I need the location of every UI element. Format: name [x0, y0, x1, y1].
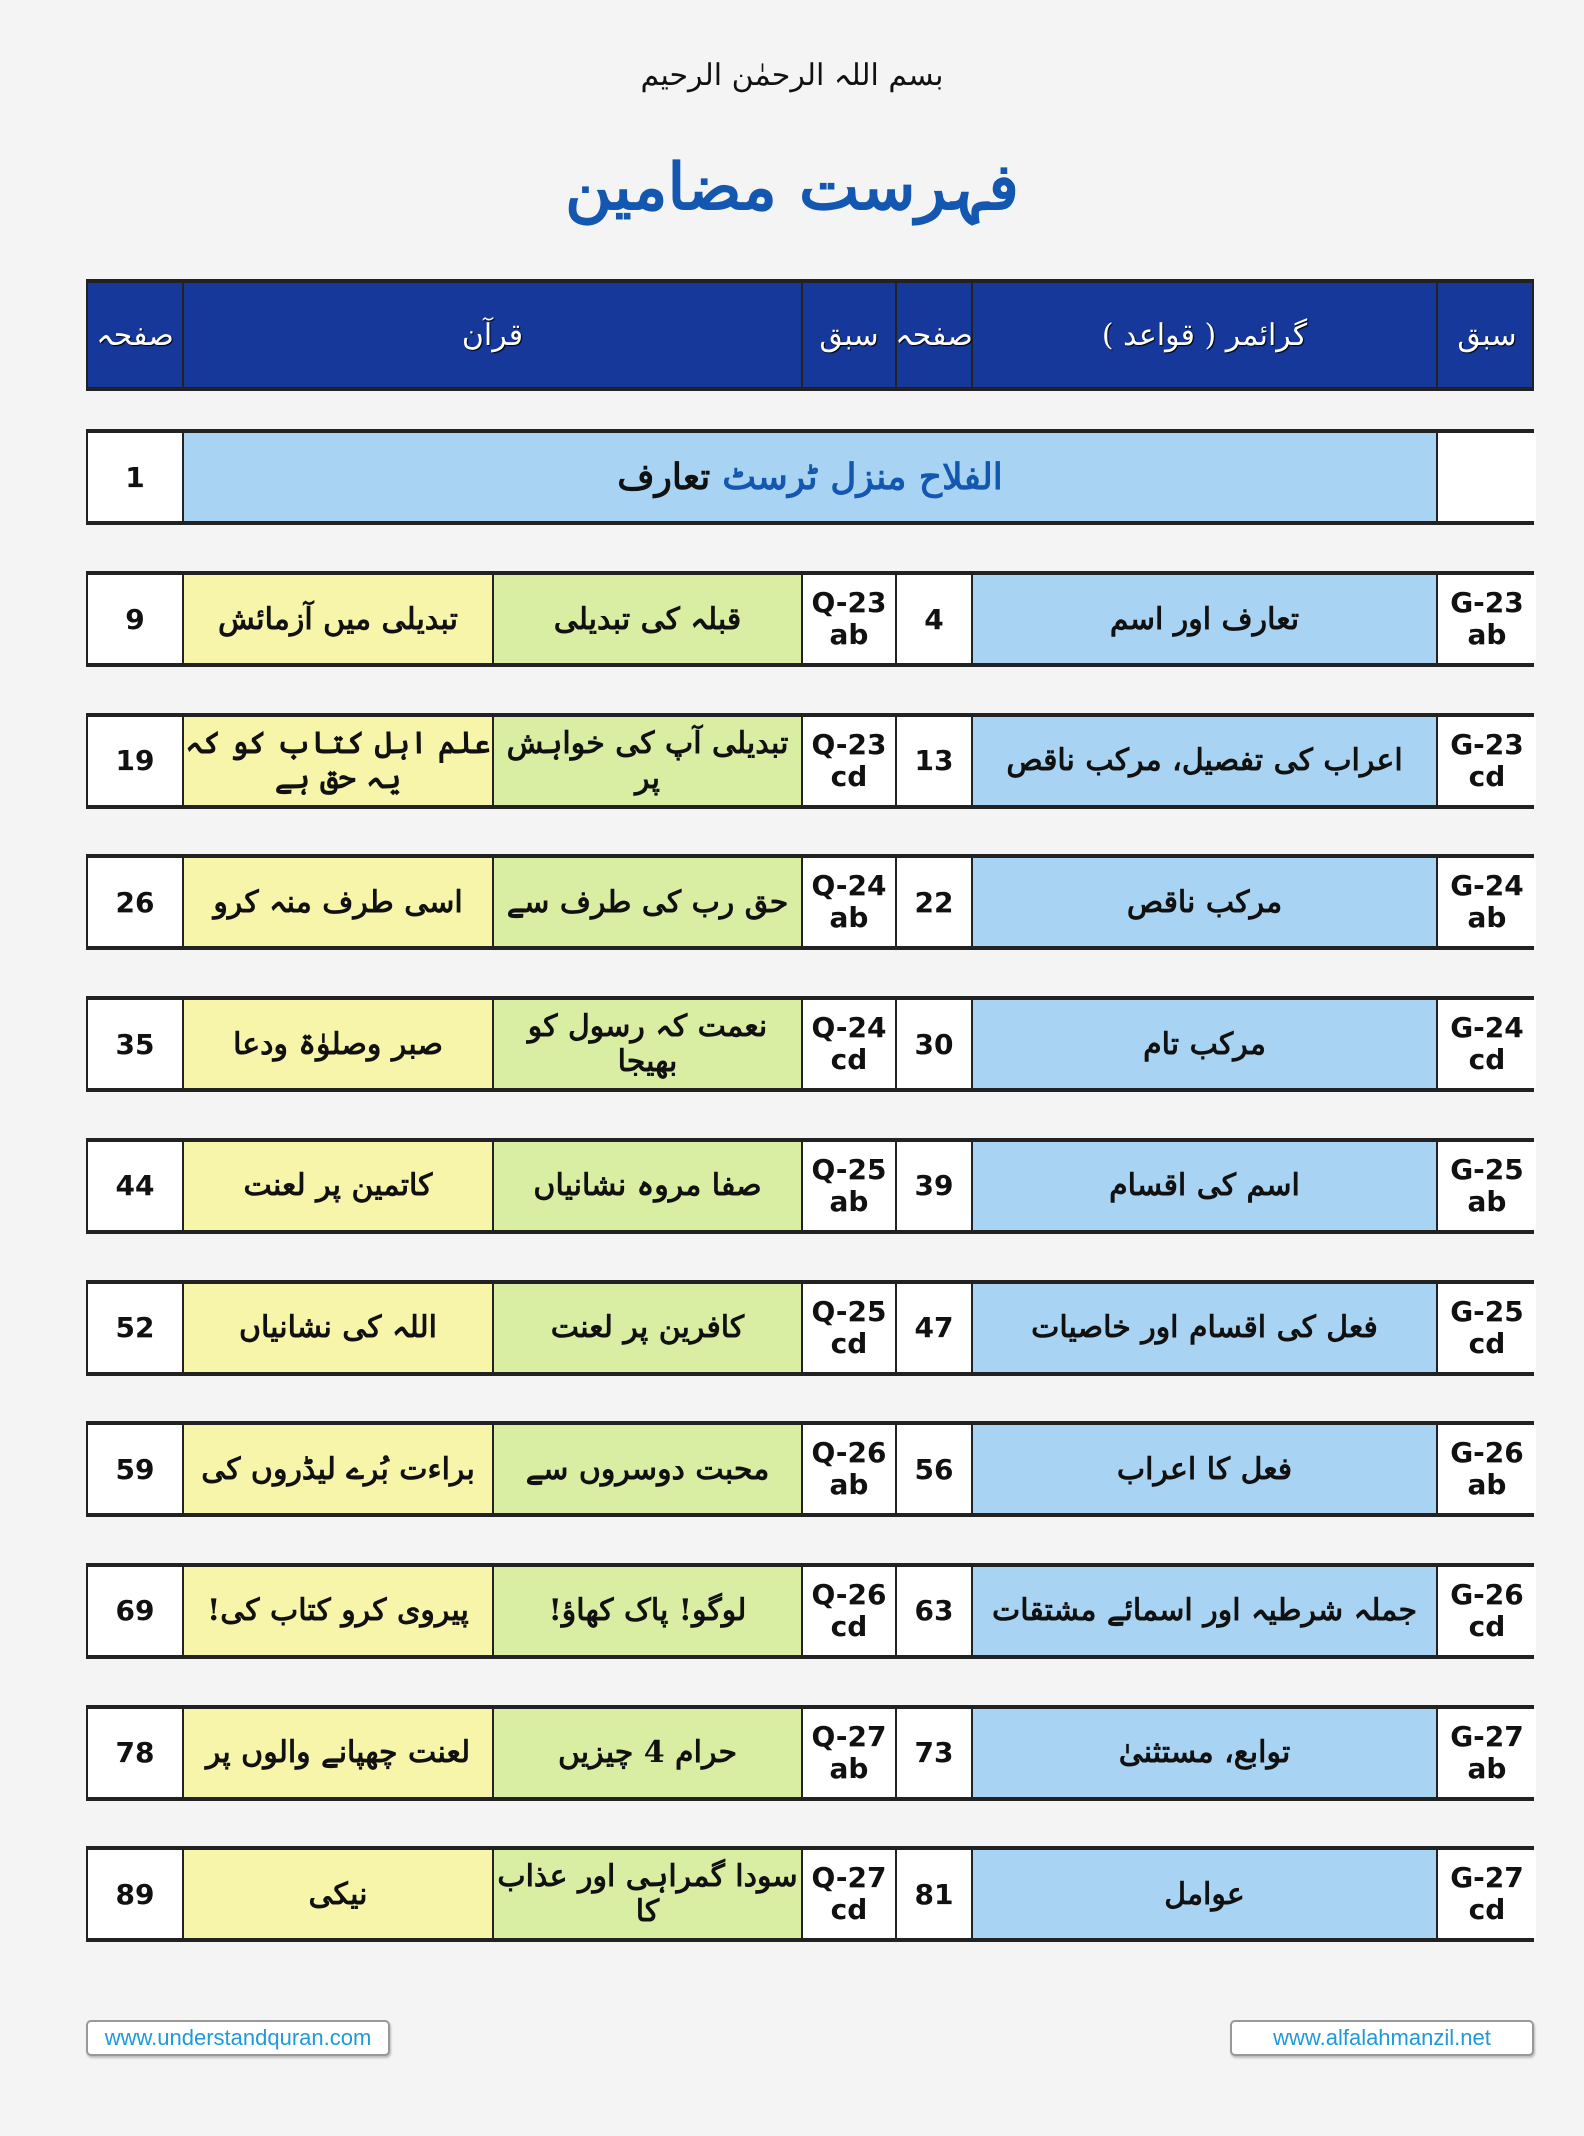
quran-part: cd [830, 1043, 868, 1077]
grammar-topic: فعل کی اقسام اور خاصیات [973, 1284, 1438, 1372]
quran-topic-2: تبدیلی میں آزمائش [184, 575, 494, 663]
table-row[interactable] [86, 571, 1534, 667]
quran-code: Q-24 [811, 869, 887, 903]
header-quran-lesson: سبق [803, 283, 897, 387]
intro-row[interactable] [86, 429, 1534, 525]
grammar-part: cd [1468, 1893, 1506, 1927]
quran-topic-2: اسی طرف منہ کرو [184, 858, 494, 946]
quran-part: ab [829, 1751, 869, 1785]
grammar-lesson-code [1438, 1425, 1536, 1513]
quran-page: 26 [88, 858, 184, 946]
grammar-page: 13 [897, 717, 973, 805]
grammar-part: ab [1467, 1751, 1507, 1785]
grammar-code: G-23 [1450, 586, 1524, 619]
quran-page: 78 [88, 1709, 184, 1797]
quran-topic-2: علم اہل کتاب کو کہ یہ حق ہے [184, 717, 494, 805]
intro-title [184, 433, 1438, 521]
quran-code: Q-23 [811, 727, 887, 761]
quran-page: 44 [88, 1142, 184, 1230]
header-quran: قرآن [184, 283, 803, 387]
quran-page: 9 [88, 575, 184, 663]
quran-code: Q-25 [811, 1152, 887, 1186]
grammar-page: 63 [897, 1567, 973, 1655]
grammar-code: G-25 [1450, 1152, 1524, 1186]
understandquran-link[interactable]: www.understandquran.com [86, 2020, 390, 2056]
quran-lesson-code [803, 858, 897, 946]
grammar-lesson-code [1438, 1284, 1536, 1372]
grammar-topic: فعل کا اعراب [973, 1425, 1438, 1513]
quran-code: Q-23 [811, 586, 887, 619]
grammar-part: ab [1467, 901, 1507, 935]
quran-lesson-code [803, 717, 897, 805]
grammar-code: G-25 [1450, 1294, 1524, 1328]
quran-code: Q-27 [811, 1861, 887, 1895]
page-title: فہرست مضامین [565, 150, 1019, 225]
quran-part: cd [830, 1609, 868, 1643]
quran-topic-2: صبر وصلوٰۃ ودعا [184, 1000, 494, 1088]
grammar-part: cd [1468, 1043, 1506, 1077]
quran-page: 69 [88, 1567, 184, 1655]
intro-title-blue: الفلاح منزل ٹرسٹ [722, 456, 1003, 498]
quran-lesson-code [803, 1709, 897, 1797]
grammar-code: G-27 [1450, 1719, 1524, 1753]
grammar-lesson-code [1438, 575, 1536, 663]
quran-page: 89 [88, 1850, 184, 1938]
grammar-page: 81 [897, 1850, 973, 1938]
quran-topic-1: نعمت کہ رسول کو بھیجا [494, 1000, 803, 1088]
grammar-page: 56 [897, 1425, 973, 1513]
quran-topic-1: محبت دوسروں سے [494, 1425, 803, 1513]
quran-part: ab [829, 901, 869, 935]
header-grammar-lesson: سبق [1457, 317, 1517, 353]
quran-code: Q-27 [811, 1719, 887, 1753]
table-row[interactable] [86, 1138, 1534, 1234]
grammar-topic: جملہ شرطیہ اور اسمائے مشتقات [973, 1567, 1438, 1655]
grammar-page: 30 [897, 1000, 973, 1088]
quran-topic-1: تبدیلی آپ کی خواہش پر [494, 717, 803, 805]
header-quran-page: صفحہ [88, 283, 184, 387]
quran-part: cd [830, 1326, 868, 1360]
quran-topic-1: صفا مروہ نشانیاں [494, 1142, 803, 1230]
table-row[interactable] [86, 996, 1534, 1092]
quran-topic-1: سودا گمراہی اور عذاب کا [494, 1850, 803, 1938]
grammar-page: 22 [897, 858, 973, 946]
grammar-page: 47 [897, 1284, 973, 1372]
grammar-code: G-24 [1450, 869, 1524, 903]
grammar-code: G-26 [1450, 1436, 1524, 1470]
grammar-part: cd [1468, 1326, 1506, 1360]
quran-part: cd [830, 1893, 868, 1927]
quran-page: 59 [88, 1425, 184, 1513]
quran-topic-2: نیکی [184, 1850, 494, 1938]
grammar-lesson-code [1438, 858, 1536, 946]
quran-topic-1: حرام 4 چیزیں [494, 1709, 803, 1797]
quran-code: Q-26 [811, 1577, 887, 1611]
intro-page: 1 [88, 433, 184, 521]
table-row[interactable] [86, 1563, 1534, 1659]
quran-page: 35 [88, 1000, 184, 1088]
header-grammar: گرائمر ( قواعد ) [973, 283, 1438, 387]
grammar-lesson-code [1438, 717, 1536, 805]
quran-lesson-code [803, 1000, 897, 1088]
grammar-part: ab [1467, 618, 1507, 651]
table-row[interactable] [86, 713, 1534, 809]
quran-topic-1: قبلہ کی تبدیلی [494, 575, 803, 663]
grammar-lesson-code [1438, 1709, 1536, 1797]
grammar-code: G-27 [1450, 1861, 1524, 1895]
quran-part: ab [829, 1184, 869, 1218]
grammar-topic: اعراب کی تفصیل، مرکب ناقص [973, 717, 1438, 805]
quran-lesson-code [803, 1425, 897, 1513]
grammar-topic: مرکب ناقص [973, 858, 1438, 946]
grammar-lesson-code [1438, 1850, 1536, 1938]
quran-part: ab [829, 1468, 869, 1502]
table-row[interactable] [86, 1705, 1534, 1801]
table-row[interactable] [86, 1846, 1534, 1942]
quran-lesson-code [803, 1567, 897, 1655]
quran-lesson-code [803, 575, 897, 663]
grammar-code: G-23 [1450, 727, 1524, 761]
grammar-part: ab [1467, 1468, 1507, 1502]
table-row[interactable] [86, 1280, 1534, 1376]
quran-code: Q-24 [811, 1011, 887, 1045]
grammar-topic: عوامل [973, 1850, 1438, 1938]
quran-lesson-code [803, 1850, 897, 1938]
quran-page: 19 [88, 717, 184, 805]
table-row[interactable] [86, 1421, 1534, 1517]
grammar-code: G-26 [1450, 1577, 1524, 1611]
grammar-topic: مرکب تام [973, 1000, 1438, 1088]
quran-code: Q-26 [811, 1436, 887, 1470]
quran-lesson-code [803, 1142, 897, 1230]
alfalahmanzil-link[interactable]: www.alfalahmanzil.net [1230, 2020, 1534, 2056]
quran-topic-1: لوگو! پاک کھاؤ! [494, 1567, 803, 1655]
grammar-page: 73 [897, 1709, 973, 1797]
quran-topic-1: حق رب کی طرف سے [494, 858, 803, 946]
intro-empty-cell [1438, 433, 1536, 521]
grammar-page: 4 [897, 575, 973, 663]
grammar-lesson-code [1438, 1000, 1536, 1088]
quran-topic-2: لعنت چھپانے والوں پر [184, 1709, 494, 1797]
quran-topic-2: براءت بُرے لیڈروں کی [184, 1425, 494, 1513]
grammar-lesson-code [1438, 1567, 1536, 1655]
quran-code: Q-25 [811, 1294, 887, 1328]
table-header [86, 279, 1534, 391]
grammar-code: G-24 [1450, 1011, 1524, 1045]
grammar-page: 39 [897, 1142, 973, 1230]
quran-part: cd [830, 759, 868, 793]
intro-title-black: تعارف [617, 456, 711, 498]
quran-topic-2: کاتمین پر لعنت [184, 1142, 494, 1230]
quran-topic-1: کافرین پر لعنت [494, 1284, 803, 1372]
header-grammar-page: صفحہ [897, 283, 973, 387]
quran-page: 52 [88, 1284, 184, 1372]
quran-topic-2: پیروی کرو کتاب کی! [184, 1567, 494, 1655]
grammar-topic: اسم کی اقسام [973, 1142, 1438, 1230]
grammar-part: cd [1468, 1609, 1506, 1643]
grammar-lesson-code [1438, 1142, 1536, 1230]
grammar-topic: توابع، مستثنیٰ [973, 1709, 1438, 1797]
grammar-topic: تعارف اور اسم [973, 575, 1438, 663]
table-row[interactable] [86, 854, 1534, 950]
bismillah: بسم اللہ الرحمٰن الرحیم [640, 58, 944, 93]
grammar-part: ab [1467, 1184, 1507, 1218]
quran-lesson-code [803, 1284, 897, 1372]
grammar-part: cd [1468, 759, 1506, 793]
quran-part: ab [829, 618, 869, 651]
quran-topic-2: اللہ کی نشانیاں [184, 1284, 494, 1372]
